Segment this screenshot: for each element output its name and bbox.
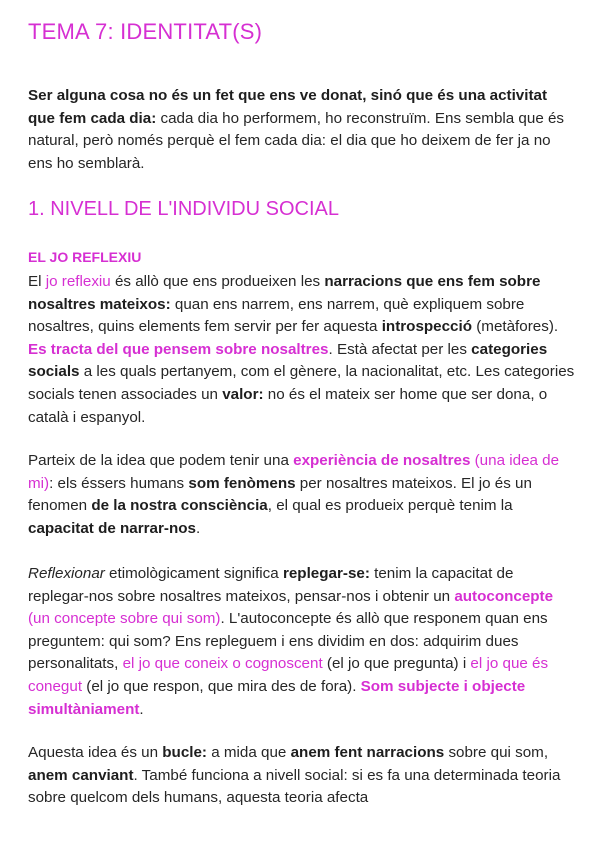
highlight-term: el jo que és conegut — [28, 655, 549, 695]
text-span: (el jo que respon, que mira des de fora). — [82, 677, 361, 695]
text-span: (el jo que pregunta) i — [322, 655, 471, 673]
bold-term: capacitat de narrar-nos — [28, 519, 196, 537]
text-span: no és el mateix ser home que ser dona, o català i espanyol. — [28, 385, 548, 426]
text-span: tenim la capacitat de replegar-nos sobre nosaltres mateixos, pensar-nos i obtenir un — [28, 565, 514, 605]
bold-term: narracions que ens fem sobre nosaltres mateixos: — [28, 273, 541, 313]
bold-term: valor: — [222, 385, 264, 403]
text-span: El — [28, 273, 46, 290]
paragraph-reflexionar — [28, 563, 576, 721]
bold-term: de la nostra consciència — [91, 497, 268, 515]
text-span: . L'autoconcepte és allò que responem quan ens preguntem: qui som? Ens repleguem i ens dividim en dos: adquirim dues personalitats, — [28, 610, 548, 673]
intro-bold-statement: Ser alguna cosa no és un fet que ens ve donat, sinó que és una activitat que fem cada dia: — [28, 87, 548, 127]
text-span: Parteix de la idea que podem tenir una — [28, 452, 294, 469]
bold-term: anem canviant — [28, 766, 134, 784]
paragraph-jo-reflexiu — [28, 271, 576, 429]
bold-term: replegar-se: — [282, 565, 370, 582]
section-heading: 1. NIVELL DE L'INDIVIDU SOCIAL — [28, 198, 339, 220]
highlight-term: autoconcepte — [454, 587, 554, 605]
text-span: sobre qui som, — [444, 744, 549, 761]
intro-paragraph — [28, 85, 576, 175]
highlight-term: Es tracta del que pensem sobre nosaltres — [28, 340, 329, 358]
highlight-term: (un concepte sobre qui som) — [28, 610, 221, 628]
highlight-term: experiència de nosaltres — [293, 452, 471, 469]
text-span: . També funciona a nivell social: si es fa una determinada teoria sobre quelcom dels humans, aquesta teoria afecta — [28, 766, 561, 807]
text-span: . — [139, 700, 144, 718]
text-span: Aquesta idea és un — [28, 744, 163, 761]
bold-term: bucle: — [162, 744, 207, 761]
paragraph-experiencia — [28, 450, 576, 540]
paragraph-bucle — [28, 742, 576, 810]
bold-term: introspecció — [381, 318, 473, 336]
text-span: quan ens narrem, ens narrem, què expliquem sobre nosaltres, quins elements fem servir per fer aquesta — [28, 295, 525, 336]
text-span: etimològicament significa — [104, 565, 283, 582]
page-title: TEMA 7: IDENTITAT(S) — [28, 19, 263, 44]
highlight-term: el jo que coneix o cognoscent — [122, 655, 323, 673]
bold-term: som fenòmens — [188, 474, 296, 492]
text-span: . Està afectat per les — [328, 340, 472, 358]
text-span: . — [195, 519, 201, 537]
subsection-heading: EL JO REFLEXIU — [28, 249, 142, 265]
intro-text: cada dia ho performem, ho reconstruïm. Ens sembla que és natural, però només perquè el fem cada dia: el dia que ho deixem de fer ja no ens ho semblarà. — [28, 109, 565, 172]
text-span: a les quals pertanyem, com el gènere, la nacionalitat, etc. Les categories socials tenen associades un — [28, 363, 575, 403]
text-span: : els éssers humans — [49, 474, 189, 492]
highlight-term: (una idea de mi) — [28, 452, 560, 492]
highlight-term: jo reflexiu — [45, 273, 111, 290]
text-span: per nosaltres mateixos. El jo és un fenomen — [28, 474, 532, 515]
italic-term: Reflexionar — [28, 565, 105, 582]
bold-term: categories socials — [28, 340, 548, 381]
bold-term: anem fent narracions — [290, 744, 445, 761]
text-span: (metàfores). — [472, 318, 559, 336]
text-span: és allò que ens produeixen les — [110, 273, 325, 290]
text-span: , el qual es produeix perquè tenim la — [267, 497, 513, 515]
text-span: a mida que — [207, 744, 291, 761]
highlight-term: Som subjecte i objecte simultàniament — [28, 677, 526, 718]
